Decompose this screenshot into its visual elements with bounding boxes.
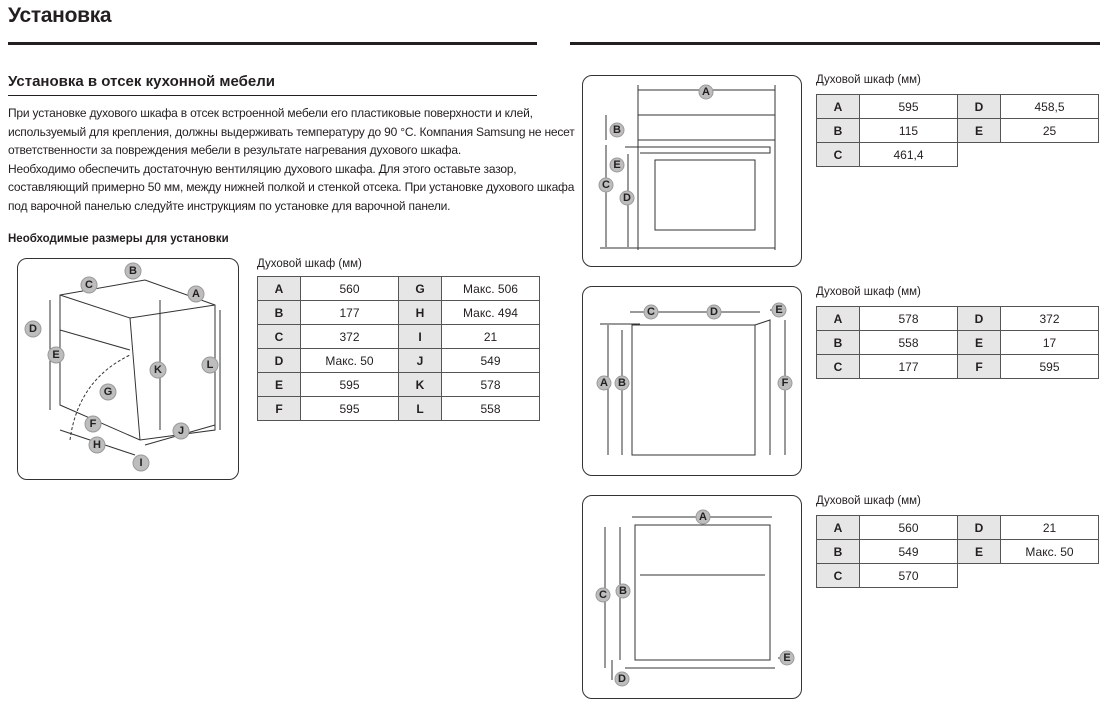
svg-text:H: H <box>93 439 101 451</box>
dimension-value: 177 <box>860 355 958 379</box>
table-row <box>817 355 1099 379</box>
label-marker <box>596 588 610 602</box>
label-marker <box>100 384 116 400</box>
label-marker <box>85 416 101 432</box>
svg-text:A: A <box>600 377 608 389</box>
dimension-value: 558 <box>442 397 540 421</box>
table-row <box>258 301 540 325</box>
table-row <box>258 325 540 349</box>
svg-text:A: A <box>192 288 200 300</box>
dimension-key: A <box>817 307 860 331</box>
label-marker <box>699 85 713 99</box>
label-marker <box>615 376 629 390</box>
svg-text:B: B <box>129 265 137 277</box>
svg-text:C: C <box>602 179 610 191</box>
dimension-value: 115 <box>860 119 958 143</box>
table-row <box>817 540 1099 564</box>
dimension-value: 21 <box>1001 516 1099 540</box>
subsection-title: Необходимые размеры для установки <box>8 233 229 245</box>
label-marker <box>202 357 218 373</box>
dimension-value: 595 <box>301 397 399 421</box>
svg-text:I: I <box>139 457 143 469</box>
dimension-key: F <box>258 397 301 421</box>
dimension-key: D <box>958 307 1001 331</box>
table-row <box>817 564 1099 588</box>
dimension-value: 461,4 <box>860 143 958 167</box>
dimension-value: 372 <box>301 325 399 349</box>
table-row <box>817 331 1099 355</box>
dimension-key: D <box>258 349 301 373</box>
dimension-value: Макс. 50 <box>1001 540 1099 564</box>
label-marker <box>81 277 97 293</box>
label-marker <box>125 263 141 279</box>
table-row <box>817 143 1099 167</box>
dimension-key: C <box>817 564 860 588</box>
svg-text:J: J <box>177 425 185 437</box>
svg-text:B: B <box>619 585 627 597</box>
svg-text:A: A <box>699 511 707 523</box>
svg-text:D: D <box>710 306 718 318</box>
dimension-value: 595 <box>860 95 958 119</box>
svg-text:G: G <box>103 386 113 398</box>
dimensions-table <box>257 276 540 421</box>
text-line: под варочной панелью следуйте инструкциям по установке для варочной панели. <box>8 198 451 213</box>
label-marker <box>707 305 721 319</box>
svg-text:C: C <box>647 306 655 318</box>
dimension-value: Макс. 50 <box>301 349 399 373</box>
label-marker <box>644 305 658 319</box>
table-row <box>258 373 540 397</box>
label-marker <box>188 286 204 302</box>
dimension-key: B <box>817 540 860 564</box>
svg-text:F: F <box>89 418 97 430</box>
table-row <box>817 95 1099 119</box>
dimension-key: J <box>399 349 442 373</box>
label-marker <box>599 178 613 192</box>
dimension-key: C <box>817 143 860 167</box>
dimension-value: 578 <box>442 373 540 397</box>
dimension-value: 595 <box>301 373 399 397</box>
table-caption: Духовой шкаф (мм) <box>816 495 921 507</box>
svg-text:K: K <box>154 364 162 376</box>
dimension-value: 21 <box>442 325 540 349</box>
dimension-key: E <box>958 540 1001 564</box>
dimension-value: 372 <box>1001 307 1099 331</box>
dimension-key: L <box>399 397 442 421</box>
text-line: При установке духового шкафа в отсек встроенной мебели его пластиковые поверхности и клей, <box>8 106 533 120</box>
dimension-value: 549 <box>860 540 958 564</box>
dimensions-table <box>816 306 1099 379</box>
svg-text:E: E <box>613 159 621 171</box>
dimension-value: 595 <box>1001 355 1099 379</box>
svg-text:A: A <box>702 86 710 98</box>
dimension-value: 578 <box>860 307 958 331</box>
text-line: составляющий примерно 50 мм, между нижней полкой и стенкой отсека. При установке духового шкафа <box>8 180 575 195</box>
label-marker <box>610 123 624 137</box>
dimension-key: E <box>258 373 301 397</box>
dimension-key: B <box>817 331 860 355</box>
label-marker <box>610 158 624 172</box>
label-marker <box>780 651 794 665</box>
label-marker <box>150 362 166 378</box>
dimension-key: G <box>399 277 442 301</box>
table-caption: Духовой шкаф (мм) <box>816 74 921 86</box>
svg-text:F: F <box>781 377 789 389</box>
dimension-value: 458,5 <box>1001 95 1099 119</box>
dimension-value: 177 <box>301 301 399 325</box>
table-row <box>817 516 1099 540</box>
dimension-key: B <box>258 301 301 325</box>
label-marker <box>25 321 41 337</box>
svg-text:E: E <box>775 304 783 316</box>
svg-text:E: E <box>52 349 60 361</box>
dimension-value: 25 <box>1001 119 1099 143</box>
table-row <box>817 119 1099 143</box>
table-caption: Духовой шкаф (мм) <box>816 286 921 298</box>
dimension-value: 558 <box>860 331 958 355</box>
dimension-value: 570 <box>860 564 958 588</box>
label-marker <box>778 376 792 390</box>
text-line: ответственности за повреждения мебели в результате нагревания духового шкафа. <box>8 143 461 158</box>
dimension-key: C <box>258 325 301 349</box>
svg-text:B: B <box>618 377 626 389</box>
page-title: Установка <box>8 4 112 27</box>
dimension-value: Макс. 494 <box>442 301 540 325</box>
dimension-key: H <box>399 301 442 325</box>
svg-text:C: C <box>599 589 607 601</box>
dimension-key: B <box>817 119 860 143</box>
dimension-key: I <box>399 325 442 349</box>
label-marker <box>620 191 634 205</box>
svg-text:L: L <box>206 359 214 371</box>
dimension-key: A <box>258 277 301 301</box>
dimension-value: 560 <box>860 516 958 540</box>
section-title: Установка в отсек кухонной мебели <box>8 73 275 90</box>
text-line: используемый для крепления, должны выдерживать температуру до 90 °C. Компания Samsung не несет <box>8 124 575 139</box>
label-marker <box>772 303 786 317</box>
dimension-key: K <box>399 373 442 397</box>
label-marker <box>597 376 611 390</box>
label-marker <box>173 423 189 439</box>
svg-text:C: C <box>85 279 93 291</box>
dimension-key: D <box>958 516 1001 540</box>
table-row <box>817 307 1099 331</box>
dimension-key: E <box>958 119 1001 143</box>
label-marker <box>696 510 710 524</box>
label-marker <box>616 584 630 598</box>
svg-text:E: E <box>783 652 791 664</box>
text-line: Необходимо обеспечить достаточную вентиляцию духового шкафа. Для этого оставьте зазор, <box>8 161 517 176</box>
svg-text:D: D <box>623 192 631 204</box>
label-marker <box>615 672 629 686</box>
label-marker <box>133 455 149 471</box>
dimensions-table <box>816 515 1099 588</box>
label-marker <box>48 347 64 363</box>
dimension-value: 560 <box>301 277 399 301</box>
svg-text:D: D <box>29 323 37 335</box>
dimension-key: E <box>958 331 1001 355</box>
dimension-value: 549 <box>442 349 540 373</box>
dimension-key: A <box>817 95 860 119</box>
table-row <box>258 277 540 301</box>
svg-text:D: D <box>618 673 626 685</box>
svg-text:B: B <box>613 124 621 136</box>
dimension-value: 17 <box>1001 331 1099 355</box>
dimension-key: A <box>817 516 860 540</box>
dimension-value: Макс. 506 <box>442 277 540 301</box>
table-row <box>258 397 540 421</box>
label-marker <box>89 437 105 453</box>
dimension-key: C <box>817 355 860 379</box>
dimension-key: D <box>958 95 1001 119</box>
dimensions-table <box>816 94 1099 167</box>
table-caption: Духовой шкаф (мм) <box>257 258 362 270</box>
table-row <box>258 349 540 373</box>
dimension-key: F <box>958 355 1001 379</box>
